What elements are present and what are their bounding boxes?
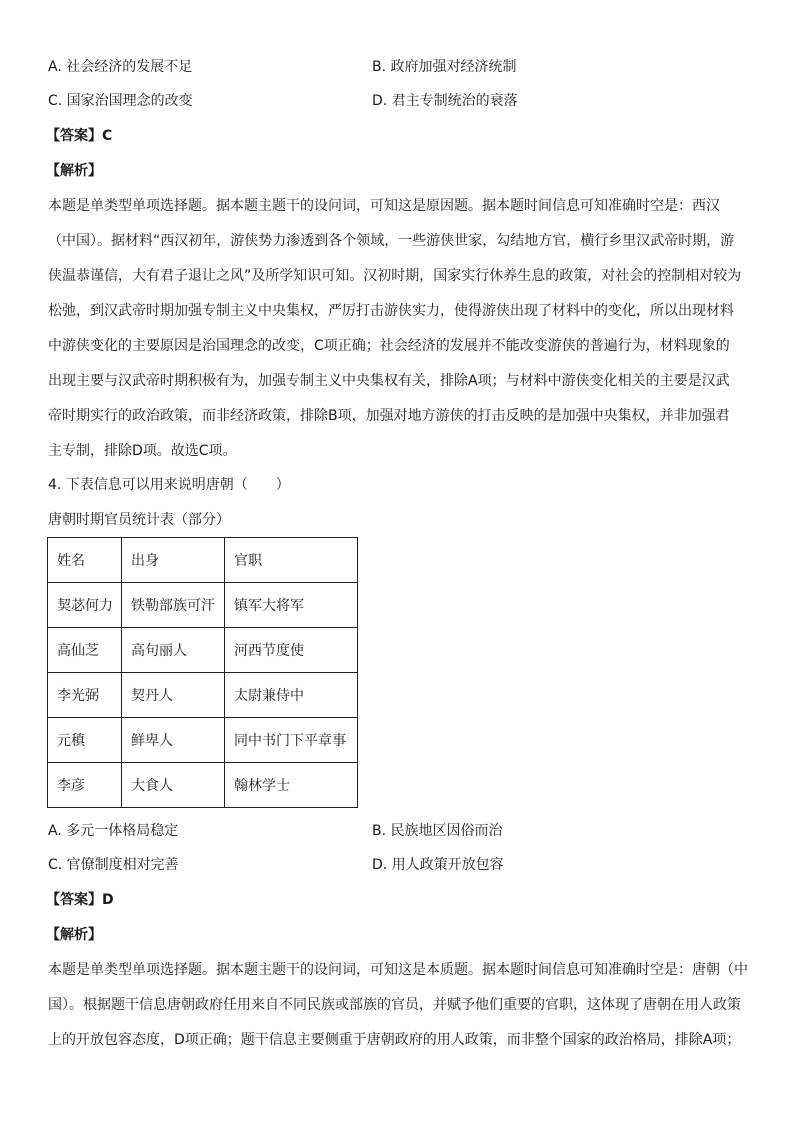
analysis-line: 本题是单类型单项选择题。据本题主题干的设问词，可知这是本质题。据本题时间信息可知准确时空是：唐朝（中 — [48, 962, 748, 978]
analysis-line: 松弛，到汉武帝时期加强专制主义中央集权，严厉打击游侠实力，使得游侠出现了材料中的变化，所以出现材料 — [48, 303, 734, 319]
header-cell-name: 姓名 — [48, 538, 122, 583]
cell-name: 李光弼 — [48, 673, 122, 718]
analysis-line: 本题是单类型单项选择题。据本题主题干的设问词，可知这是原因题。据本题时间信息可知准确时空是：西汉 — [48, 198, 720, 214]
q4-option-b: B. 民族地区因俗而治 — [372, 823, 503, 839]
analysis-line: （中国）。据材料“西汉初年，游侠势力渗透到各个领域，一些游侠世家，勾结地方官，横行乡里汉武帝时期，游 — [48, 233, 735, 249]
q4-stem: 4. 下表信息可以用来说明唐朝（ ） — [48, 477, 290, 493]
analysis-line: 国）。根据题干信息唐朝政府任用来自不同民族或部族的官员，并赋予他们重要的官职，这体现了唐朝在用人政策 — [48, 997, 741, 1013]
q3-option-c: C. 国家治国理念的改变 — [48, 93, 193, 109]
table-row — [48, 583, 358, 628]
cell-office: 同中书门下平章事 — [225, 718, 358, 763]
cell-name: 高仙芝 — [48, 628, 122, 673]
cell-office: 翰林学士 — [225, 763, 358, 808]
cell-origin: 契丹人 — [122, 673, 225, 718]
cell-origin: 鲜卑人 — [122, 718, 225, 763]
cell-name: 元稹 — [48, 718, 122, 763]
analysis-line: 上的开放包容态度，D项正确；题干信息主要侧重于唐朝政府的用人政策，而非整个国家的政治格局，排除A项； — [48, 1032, 741, 1048]
table-row — [48, 718, 358, 763]
q4-option-c: C. 官僚制度相对完善 — [48, 857, 179, 873]
q4-option-a: A. 多元一体格局稳定 — [48, 823, 179, 839]
analysis-line: 侠温恭谨信，大有君子退让之风”及所学知识可知。汉初时期，国家实行休养生息的政策，对社会的控制相对较为 — [48, 268, 742, 284]
table-row — [48, 763, 358, 808]
cell-office: 镇军大将军 — [225, 583, 358, 628]
q3-option-a: A. 社会经济的发展不足 — [48, 59, 193, 75]
q3-option-d: D. 君主专制统治的衰落 — [372, 93, 518, 109]
table-row — [48, 628, 358, 673]
table-caption: 唐朝时期官员统计表（部分） — [48, 512, 230, 528]
header-cell-origin: 出身 — [122, 538, 225, 583]
cell-origin: 铁勒部族可汗 — [122, 583, 225, 628]
table-row — [48, 673, 358, 718]
q4-option-d: D. 用人政策开放包容 — [372, 857, 504, 873]
analysis-line: 出现主要与汉武帝时期积极有为，加强专制主义中央集权有关，排除A项；与材料中游侠变化相关的主要是汉武 — [48, 373, 730, 389]
table-header-row — [48, 538, 358, 583]
analysis-line: 中游侠变化的主要原因是治国理念的改变，C项正确；社会经济的发展并不能改变游侠的普遍行为，材料现象的 — [48, 338, 730, 354]
q3-answer: 【答案】C — [46, 128, 113, 144]
q3-option-b: B. 政府加强对经济统制 — [372, 59, 517, 75]
analysis-line: 主专制，排除D项。故选C项。 — [48, 443, 237, 459]
q4-answer: 【答案】D — [46, 892, 114, 908]
cell-name: 李彦 — [48, 763, 122, 808]
officials-table — [47, 537, 358, 808]
analysis-line: 帝时期实行的政治政策，而非经济政策，排除B项，加强对地方游侠的打击反映的是加强中央集权，并非加强君 — [48, 408, 730, 424]
q3-analysis-label: 【解析】 — [46, 163, 102, 179]
header-cell-office: 官职 — [225, 538, 358, 583]
cell-office: 河西节度使 — [225, 628, 358, 673]
cell-origin: 大食人 — [122, 763, 225, 808]
cell-origin: 高句丽人 — [122, 628, 225, 673]
cell-office: 太尉兼侍中 — [225, 673, 358, 718]
q4-analysis-label: 【解析】 — [46, 927, 102, 943]
cell-name: 契苾何力 — [48, 583, 122, 628]
